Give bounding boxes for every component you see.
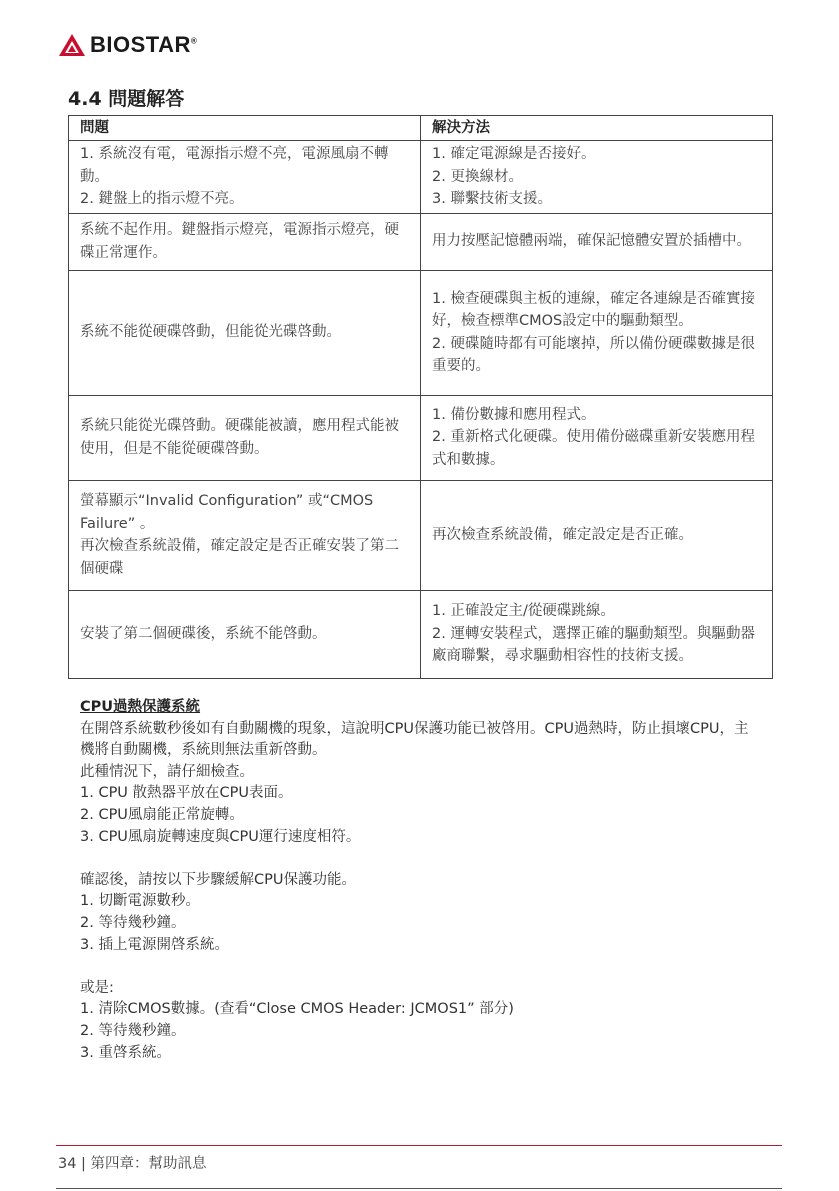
cpu-protection-section [80, 697, 760, 1064]
problem-line: 系統只能從光碟啓動。硬碟能被讀，應用程式能被使用，但是不能從硬碟啓動。 [80, 418, 399, 457]
solution-cell [421, 270, 773, 395]
problem-line: 再次檢查系統設備，確定設定是否正確安裝了第二個硬碟 [80, 538, 399, 577]
cpu-section-line: 2. 等待幾秒鐘。 [80, 914, 186, 931]
cpu-section-line: 1. 清除CMOS數據。(查看“Close CMOS Header: JCMOS1” 部分) [80, 1001, 514, 1018]
cpu-section-body [80, 719, 760, 1065]
cpu-section-heading: CPU過熱保護系統 [80, 699, 201, 715]
cpu-section-line: 3. CPU風扇旋轉速度與CPU運行速度相符。 [80, 828, 361, 845]
solution-line: 2. 重新格式化硬碟。使用備份磁碟重新安裝應用程式和數據。 [432, 429, 755, 468]
table-row [69, 270, 773, 395]
problem-line: 安裝了第二個硬碟後，系統不能啓動。 [80, 625, 327, 642]
troubleshooting-table [68, 115, 773, 679]
solution-line: 1. 正確設定主/從硬碟跳線。 [432, 603, 615, 620]
solution-line: 2. 運轉安裝程式，選擇正確的驅動類型。與驅動器廠商聯繫，尋求驅動相容性的技術支援。 [432, 625, 755, 665]
problem-cell [69, 141, 421, 214]
column-header-problem: 問題 [69, 116, 421, 141]
solution-line: 用力按壓記憶體兩端，確保記憶體安置於插槽中。 [432, 233, 751, 250]
cpu-section-line: 或是: [80, 979, 114, 996]
problem-line: 系統不起作用。鍵盤指示燈亮，電源指示燈亮，硬碟正常運作。 [80, 222, 399, 261]
solution-line: 2. 硬碟隨時都有可能壞掉，所以備份硬碟數據是很重要的。 [432, 335, 755, 374]
biostar-logo [58, 30, 197, 60]
cpu-section-line: 1. 切斷電源數秒。 [80, 893, 200, 910]
solution-line: 1. 備份數據和應用程式。 [432, 406, 596, 423]
cpu-section-line: 3. 重啓系統。 [80, 1044, 171, 1061]
blank-line [80, 848, 760, 870]
solution-cell [421, 590, 773, 678]
column-header-solution: 解決方法 [421, 116, 773, 141]
solution-cell [421, 395, 773, 480]
problem-line: 1. 系統沒有電，電源指示燈不亮，電源風扇不轉動。 [80, 146, 389, 185]
solution-line: 2. 更換線材。 [432, 168, 523, 185]
solution-cell [421, 213, 773, 270]
cpu-section-line: 1. CPU 散熱器平放在CPU表面。 [80, 785, 293, 802]
footer-divider-top [56, 1145, 782, 1146]
solution-cell [421, 141, 773, 214]
table-header-row [69, 116, 773, 141]
solution-line: 1. 確定電源線是否接好。 [432, 146, 596, 162]
problem-line: 2. 鍵盤上的指示燈不亮。 [80, 191, 244, 207]
solution-line: 再次檢查系統設備，確定設定是否正確。 [432, 526, 693, 543]
biostar-logo-icon [58, 33, 86, 57]
cpu-section-line: 在開啓系統數秒後如有自動關機的現象，這說明CPU保護功能已被啓用。CPU過熱時，防止損壞CPU，主機將自動關機，系統則無法重新啓動。 [80, 720, 749, 759]
solution-line: 1. 檢查硬碟與主板的連線，確定各連線是否確實接好，檢查標準CMOS設定中的驅動類型。 [432, 290, 755, 329]
table-row [69, 590, 773, 678]
page-footer: 34 | 第四章：幫助訊息 [58, 1156, 207, 1172]
brand-name: BIOSTAR [90, 32, 191, 57]
brand-mark: ® [190, 36, 198, 46]
cpu-section-line: 2. 等待幾秒鐘。 [80, 1022, 186, 1039]
problem-line: 螢幕顯示“Invalid Configuration” 或“CMOS Failure” 。 [80, 493, 374, 532]
solution-line: 3. 聯繫技術支援。 [432, 191, 552, 207]
cpu-section-line: 2. CPU風扇能正常旋轉。 [80, 806, 244, 823]
table-row [69, 141, 773, 214]
table-row [69, 395, 773, 480]
problem-cell [69, 213, 421, 270]
solution-cell [421, 480, 773, 590]
cpu-section-line: 確認後，請按以下步驟緩解CPU保護功能。 [80, 871, 356, 888]
table-row [69, 213, 773, 270]
footer-divider-bottom [56, 1188, 782, 1189]
cpu-section-line: 此種情況下，請仔細檢查。 [80, 763, 254, 780]
problem-line: 系統不能從硬碟啓動，但能從光碟啓動。 [80, 324, 341, 341]
blank-line [80, 956, 760, 978]
table-row [69, 480, 773, 590]
problem-cell [69, 395, 421, 480]
problem-cell [69, 590, 421, 678]
section-title: 4.4 問題解答 [68, 88, 185, 110]
problem-cell [69, 480, 421, 590]
cpu-section-line: 3. 插上電源開啓系統。 [80, 936, 229, 953]
problem-cell [69, 270, 421, 395]
